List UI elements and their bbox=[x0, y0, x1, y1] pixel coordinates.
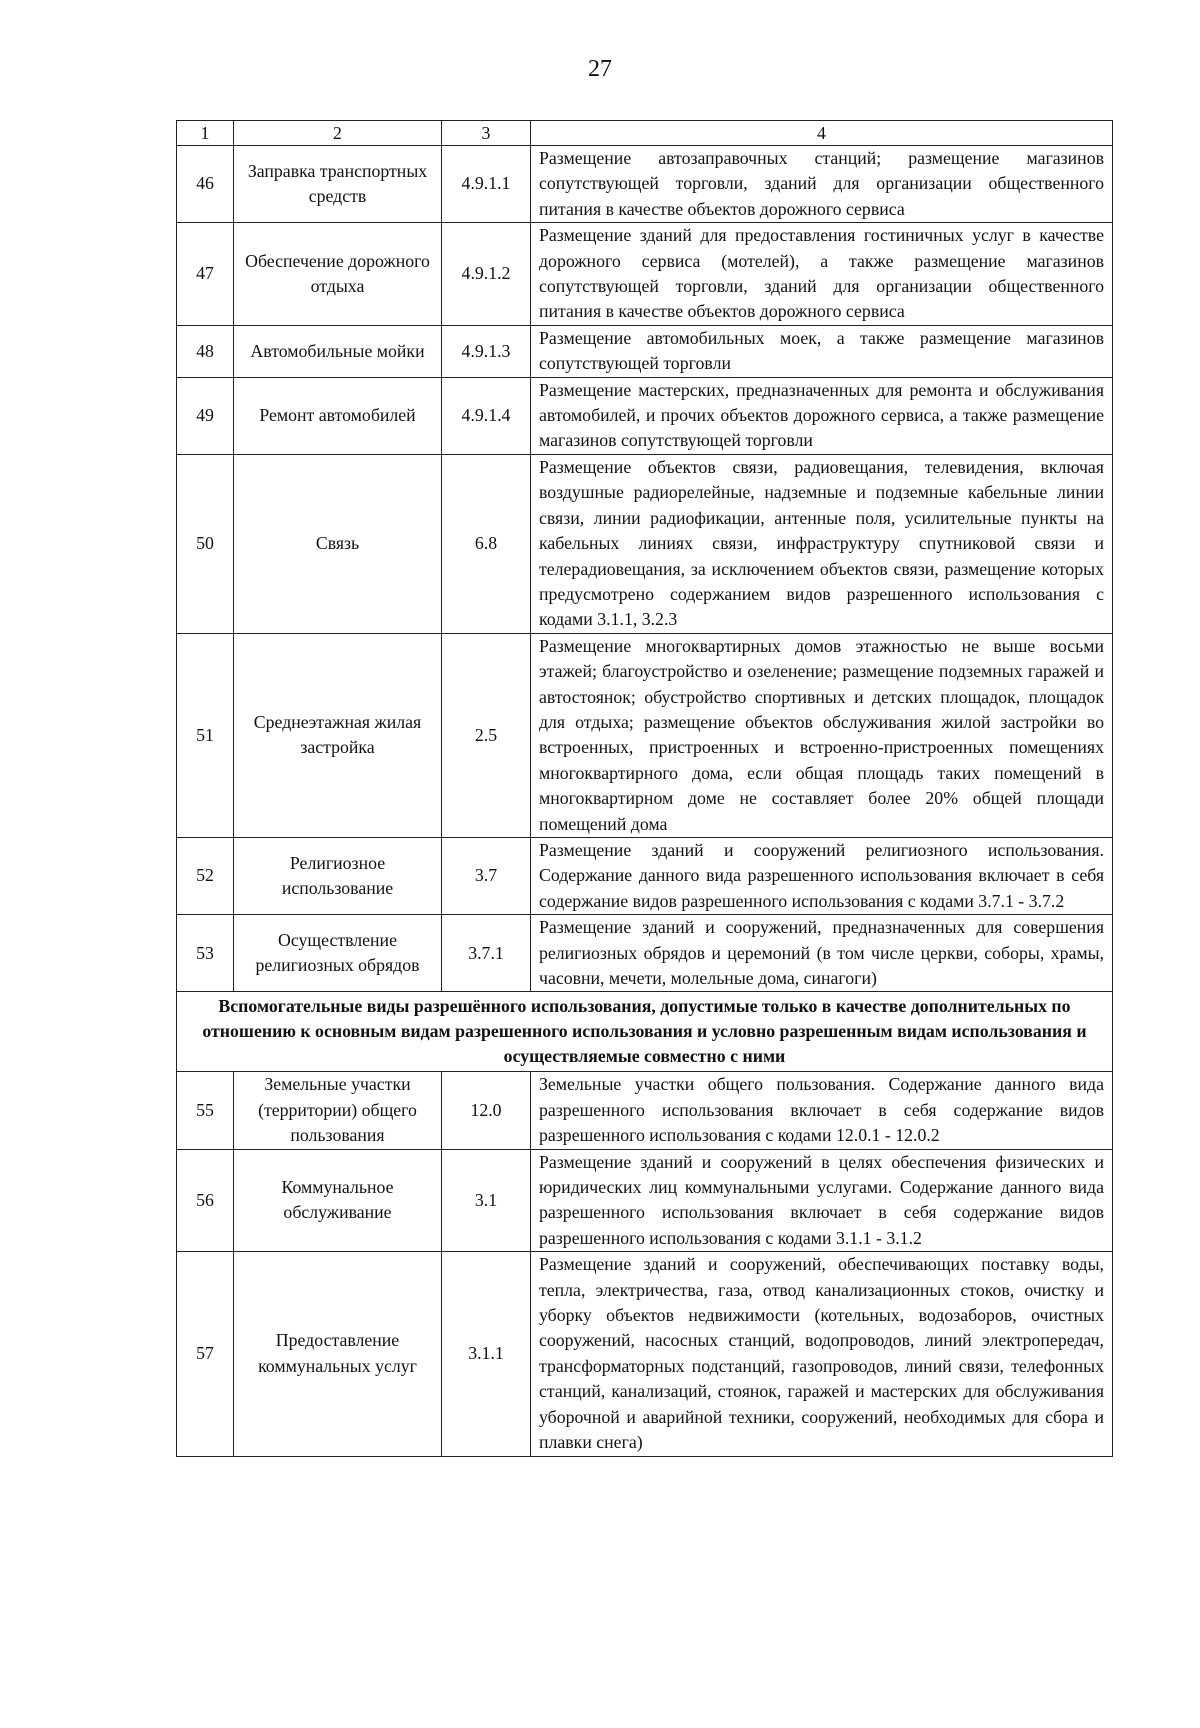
table-row bbox=[177, 1252, 1113, 1456]
use-type-name: Коммунальное обслуживание bbox=[234, 1149, 442, 1252]
use-type-description: Размещение многоквартирных домов этажностью не выше восьми этажей; благоустройство и озеленение; размещение подземных гаражей и автостоянок; обустройство спортивных и детских площадок, площадок для отдыха; размещение объектов обслуживания жилой застройки во встроенных, пристроенных и встроенно-пристроенных помещениях многоквартирного дома, если общая площадь таких помещений в многоквартирном доме не составляет более 20% общей площади помещений дома bbox=[531, 633, 1113, 837]
use-type-description: Размещение зданий и сооружений в целях обеспечения физических и юридических лиц коммунальными услугами. Содержание данного вида разрешенного использования включает в себя содержание видов разрешенного использования с кодами 3.1.1 - 3.1.2 bbox=[531, 1149, 1113, 1252]
use-type-code: 6.8 bbox=[442, 454, 531, 633]
use-type-name: Среднеэтажная жилая застройка bbox=[234, 633, 442, 837]
use-type-code: 3.1.1 bbox=[442, 1252, 531, 1456]
row-number: 57 bbox=[177, 1252, 234, 1456]
use-type-name: Обеспечение дорожного отдыха bbox=[234, 223, 442, 326]
page-number: 27 bbox=[588, 56, 612, 82]
use-type-code: 4.9.1.4 bbox=[442, 377, 531, 454]
header-col-2: 2 bbox=[234, 121, 442, 146]
use-type-code: 12.0 bbox=[442, 1072, 531, 1149]
table-row bbox=[177, 1149, 1113, 1252]
use-type-description: Размещение автозаправочных станций; размещение магазинов сопутствующей торговли, зданий для организации общественного питания в качестве объектов дорожного сервиса bbox=[531, 146, 1113, 223]
use-type-code: 3.1 bbox=[442, 1149, 531, 1252]
table-header-row bbox=[177, 121, 1113, 146]
use-type-name: Предоставление коммунальных услуг bbox=[234, 1252, 442, 1456]
row-number: 55 bbox=[177, 1072, 234, 1149]
row-number: 56 bbox=[177, 1149, 234, 1252]
row-number: 48 bbox=[177, 325, 234, 377]
use-type-code: 2.5 bbox=[442, 633, 531, 837]
table-row bbox=[177, 377, 1113, 454]
table-row bbox=[177, 837, 1113, 914]
use-type-description: Размещение зданий и сооружений, предназначенных для совершения религиозных обрядов и церемоний (в том числе церкви, соборы, храмы, часовни, мечети, молельные дома, синагоги) bbox=[531, 915, 1113, 992]
use-type-description: Размещение зданий и сооружений религиозного использования. Содержание данного вида разрешенного использования включает в себя содержание видов разрешенного использования с кодами 3.7.1 - 3.7.2 bbox=[531, 837, 1113, 914]
row-number: 49 bbox=[177, 377, 234, 454]
use-type-name: Автомобильные мойки bbox=[234, 325, 442, 377]
row-number: 51 bbox=[177, 633, 234, 837]
row-number: 52 bbox=[177, 837, 234, 914]
section-heading: Вспомогательные виды разрешённого использования, допустимые только в качестве дополнительных по отношению к основным видам разрешенного использования и условно разрешенным видам использования и осуществляемые совместно с ними bbox=[177, 992, 1113, 1072]
table-row bbox=[177, 146, 1113, 223]
header-col-1: 1 bbox=[177, 121, 234, 146]
table-row bbox=[177, 454, 1113, 633]
use-type-code: 3.7.1 bbox=[442, 915, 531, 992]
use-type-description: Размещение объектов связи, радиовещания, телевидения, включая воздушные радиорелейные, надземные и подземные кабельные линии связи, линии радиофикации, антенные поля, усилительные пункты на кабельных линиях связи, инфраструктуру спутниковой связи и телерадиовещания, за исключением объектов связи, размещение которых предусмотрено содержанием видов разрешенного использования с кодами 3.1.1, 3.2.3 bbox=[531, 454, 1113, 633]
row-number: 46 bbox=[177, 146, 234, 223]
use-type-name: Осуществление религиозных обрядов bbox=[234, 915, 442, 992]
table-row bbox=[177, 1072, 1113, 1149]
row-number: 50 bbox=[177, 454, 234, 633]
use-type-description: Размещение автомобильных моек, а также размещение магазинов сопутствующей торговли bbox=[531, 325, 1113, 377]
use-type-code: 4.9.1.1 bbox=[442, 146, 531, 223]
header-col-4: 4 bbox=[531, 121, 1113, 146]
use-type-description: Размещение мастерских, предназначенных для ремонта и обслуживания автомобилей, и прочих объектов дорожного сервиса, а также размещение магазинов сопутствующей торговли bbox=[531, 377, 1113, 454]
table-row bbox=[177, 915, 1113, 992]
use-type-description: Размещение зданий для предоставления гостиничных услуг в качестве дорожного сервиса (мотелей), а также размещение магазинов сопутствующей торговли, зданий для организации общественного питания в качестве объектов дорожного сервиса bbox=[531, 223, 1113, 326]
row-number: 53 bbox=[177, 915, 234, 992]
use-type-name: Земельные участки (территории) общего пользования bbox=[234, 1072, 442, 1149]
row-number: 47 bbox=[177, 223, 234, 326]
use-type-name: Ремонт автомобилей bbox=[234, 377, 442, 454]
table-row bbox=[177, 223, 1113, 326]
section-heading-row bbox=[177, 992, 1113, 1072]
use-type-code: 3.7 bbox=[442, 837, 531, 914]
header-col-3: 3 bbox=[442, 121, 531, 146]
use-type-name: Заправка транспортных средств bbox=[234, 146, 442, 223]
use-type-name: Связь bbox=[234, 454, 442, 633]
table-row bbox=[177, 633, 1113, 837]
use-type-name: Религиозное использование bbox=[234, 837, 442, 914]
use-type-code: 4.9.1.2 bbox=[442, 223, 531, 326]
table-body bbox=[177, 121, 1113, 1457]
table-row bbox=[177, 325, 1113, 377]
use-type-description: Земельные участки общего пользования. Содержание данного вида разрешенного использования включает в себя содержание видов разрешенного использования с кодами 12.0.1 - 12.0.2 bbox=[531, 1072, 1113, 1149]
use-type-code: 4.9.1.3 bbox=[442, 325, 531, 377]
use-type-description: Размещение зданий и сооружений, обеспечивающих поставку воды, тепла, электричества, газа, отвод канализационных стоков, очистку и уборку объектов недвижимости (котельных, водозаборов, очистных сооружений, насосных станций, водопроводов, линий электропередач, трансформаторных подстанций, газопроводов, линий связи, телефонных станций, канализаций, стоянок, гаражей и мастерских для обслуживания уборочной и аварийной техники, сооружений, необходимых для сбора и плавки снега) bbox=[531, 1252, 1113, 1456]
land-use-table bbox=[176, 120, 1113, 1457]
